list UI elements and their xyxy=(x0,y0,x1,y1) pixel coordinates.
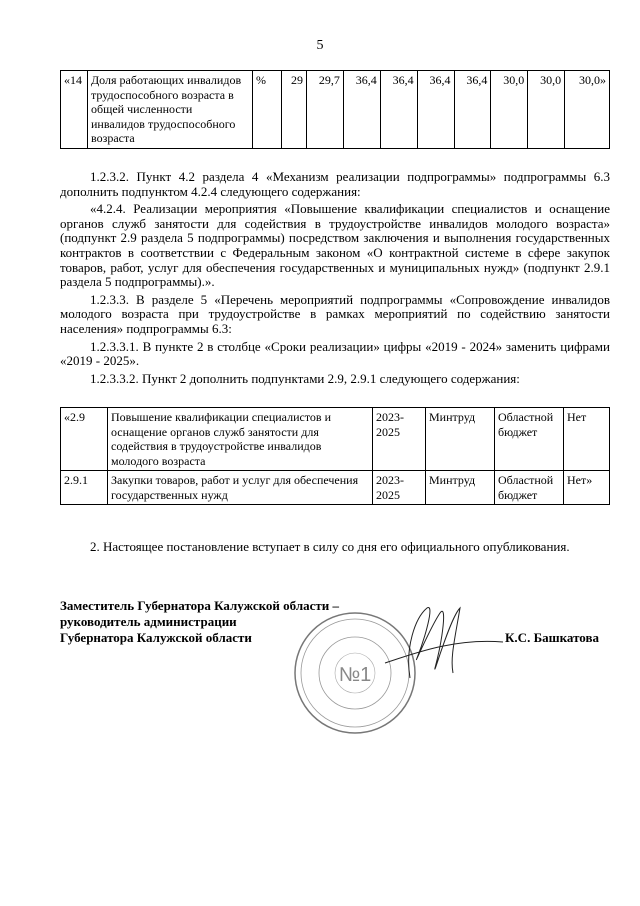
funding-source: Областной бюджет xyxy=(495,471,564,505)
stamp-number: №1 xyxy=(338,664,372,686)
activity-name: Повышение квалификации специалистов и оснащение органов служб занятости для содействия в трудоустройстве инвалидов молодого возраста xyxy=(108,408,373,471)
value-cell: 29 xyxy=(282,71,307,149)
period: 2023-2025 xyxy=(373,408,426,471)
paragraph: 1.2.3.2. Пункт 4.2 раздела 4 «Механизм реализации подпрограммы» подпрограммы 6.3 дополнить подпунктом 4.2.4 следующего содержания: xyxy=(60,169,610,199)
indicator-table xyxy=(60,70,610,149)
executor: Минтруд xyxy=(426,471,495,505)
title-line: Губернатора Калужской области xyxy=(60,630,252,645)
title-line: руководитель администрации xyxy=(60,614,237,629)
table-row xyxy=(61,71,610,149)
closing-paragraph xyxy=(60,540,610,555)
unit: % xyxy=(253,71,282,149)
indicator-name: Доля работающих инвалидов трудоспособного возраста в общей численности инвалидов трудоспособного возраста xyxy=(88,71,253,149)
value-cell: 36,4 xyxy=(343,71,380,149)
value-cell: 30,0 xyxy=(491,71,528,149)
paragraph: «4.2.4. Реализации мероприятия «Повышение квалификации специалистов и оснащение органов служб занятости для содействия в трудоустройстве инвалидов молодого возраста» (подпункт 2.9 раздела 5 подпрограммы) посредством заключения и выполнения государственных контрактов в соответствии с Федеральным законом «О контрактной системе в сфере закупок товаров, работ, услуг для обеспечения государственных и муниципальных нужд» (подпункт 2.9.1 раздела 5 подпрограммы).». xyxy=(60,201,610,290)
flag: Нет» xyxy=(564,471,610,505)
signatory-name: К.С. Башкатова xyxy=(505,630,600,645)
value-cell: 36,4 xyxy=(417,71,454,149)
paragraph: 1.2.3.3. В разделе 5 «Перечень мероприятий подпрограммы «Сопровождение инвалидов молодого возраста при трудоустройстве в рамках мероприятий по содействию занятости населения» подпрограммы 6.3: xyxy=(60,291,610,336)
paragraph: 1.2.3.3.1. В пункте 2 в столбце «Сроки реализации» цифры «2019 - 2024» заменить цифрами «2019 - 2025». xyxy=(60,338,610,369)
row-number: «14 xyxy=(61,71,88,149)
funding-source: Областной бюджет xyxy=(495,408,564,471)
table-row xyxy=(61,471,610,505)
page-number: 5 xyxy=(316,38,324,53)
value-cell: 36,4 xyxy=(454,71,491,149)
value-cell: 36,4 xyxy=(380,71,417,149)
period: 2023-2025 xyxy=(373,471,426,505)
closing-text: 2. Настоящее постановление вступает в силу со дня его официального опубликования. xyxy=(90,539,570,554)
value-cell: 30,0 xyxy=(528,71,565,149)
flag: Нет xyxy=(564,408,610,471)
activity-name: Закупки товаров, работ и услуг для обеспечения государственных нужд xyxy=(108,471,373,505)
row-number: «2.9 xyxy=(61,408,108,471)
row-number: 2.9.1 xyxy=(61,471,108,505)
title-line: Заместитель Губернатора Калужской области – xyxy=(60,598,340,613)
handwritten-signature xyxy=(355,598,505,688)
executor: Минтруд xyxy=(426,408,495,471)
body-text xyxy=(60,170,610,386)
value-cell: 30,0» xyxy=(565,71,610,149)
paragraph: 1.2.3.3.2. Пункт 2 дополнить подпунктами 2.9, 2.9.1 следующего содержания: xyxy=(90,370,520,386)
table-row xyxy=(61,408,610,471)
value-cell: 29,7 xyxy=(307,71,344,149)
activities-table xyxy=(60,407,610,505)
